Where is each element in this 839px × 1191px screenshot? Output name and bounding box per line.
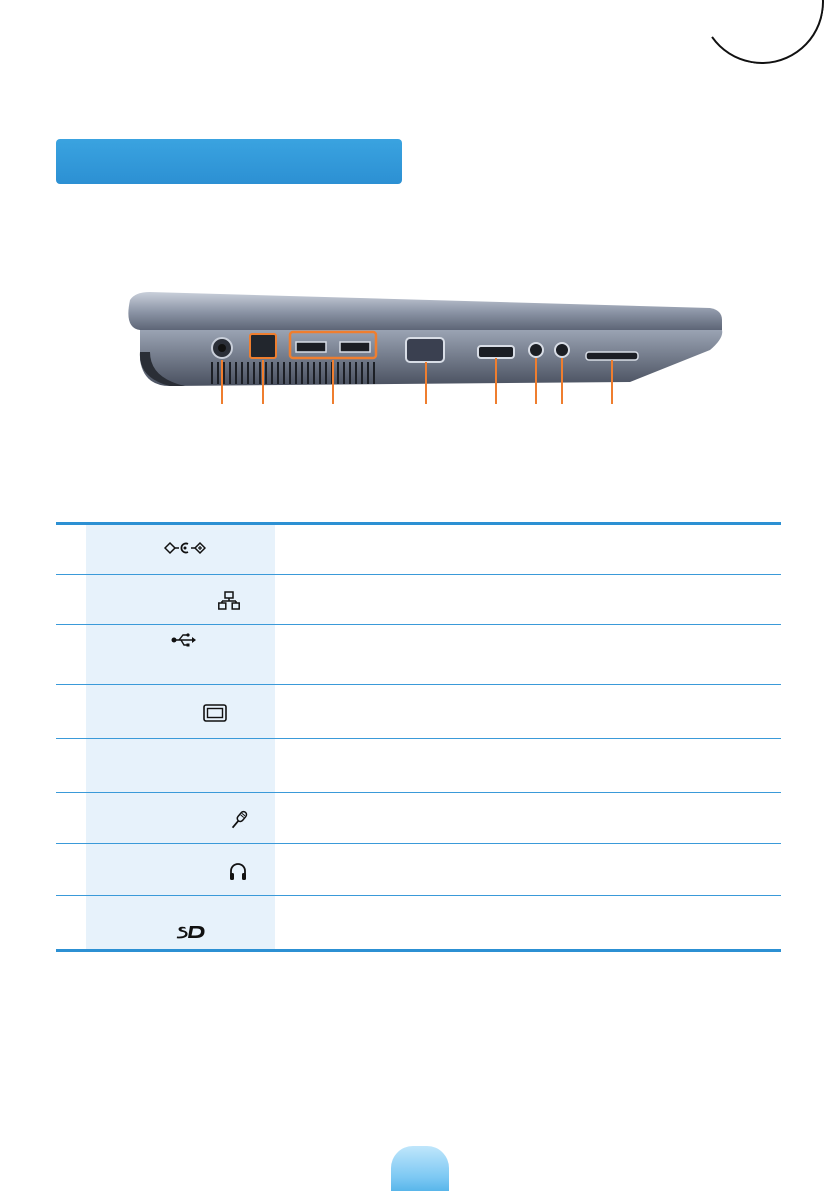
port-description	[275, 896, 781, 949]
dc-power-jack-pin	[218, 344, 226, 352]
port-number	[56, 525, 86, 574]
port-icon-cell	[86, 625, 275, 684]
port-description	[275, 739, 781, 792]
usb-port-1	[296, 342, 326, 352]
dc-power-icon	[164, 541, 206, 555]
vga-port	[406, 338, 444, 362]
sd-card-icon	[176, 924, 206, 940]
laptop-side-illustration	[110, 290, 730, 410]
laptop-side-svg	[110, 290, 730, 410]
table-row	[56, 895, 781, 949]
port-icon-cell	[86, 896, 275, 949]
port-icon-cell	[86, 525, 275, 574]
table-row	[56, 624, 781, 684]
headphone-icon	[228, 862, 248, 882]
port-description	[275, 625, 781, 684]
lan-port	[250, 334, 276, 358]
usb-port-2	[340, 342, 370, 352]
table-row	[56, 738, 781, 792]
laptop-lid	[128, 292, 722, 330]
port-icon-cell	[86, 739, 275, 792]
mic-jack	[529, 343, 543, 357]
section-header-bar	[56, 139, 402, 184]
port-description	[275, 793, 781, 843]
port-number	[56, 575, 86, 624]
port-number	[56, 793, 86, 843]
port-description	[275, 844, 781, 895]
ports-table	[56, 522, 781, 952]
port-number	[56, 896, 86, 949]
wired-lan-icon	[218, 591, 240, 611]
page-corner-arc	[690, 0, 834, 74]
microphone-icon	[228, 809, 250, 831]
port-number	[56, 739, 86, 792]
page-number-tab	[391, 1146, 449, 1191]
port-icon-cell	[86, 793, 275, 843]
table-row	[56, 843, 781, 895]
sd-card-slot	[586, 352, 638, 360]
monitor-port-icon	[203, 704, 227, 722]
port-number	[56, 685, 86, 738]
port-icon-cell	[86, 844, 275, 895]
table-row	[56, 525, 781, 574]
table-row	[56, 684, 781, 738]
port-description	[275, 525, 781, 574]
port-description	[275, 575, 781, 624]
port-number	[56, 625, 86, 684]
table-row	[56, 792, 781, 843]
usb-icon	[171, 633, 197, 647]
port-description	[275, 685, 781, 738]
headphone-jack	[555, 343, 569, 357]
hdmi-port	[478, 346, 514, 358]
port-icon-cell	[86, 685, 275, 738]
port-number	[56, 844, 86, 895]
port-icon-cell	[86, 575, 275, 624]
table-row	[56, 574, 781, 624]
